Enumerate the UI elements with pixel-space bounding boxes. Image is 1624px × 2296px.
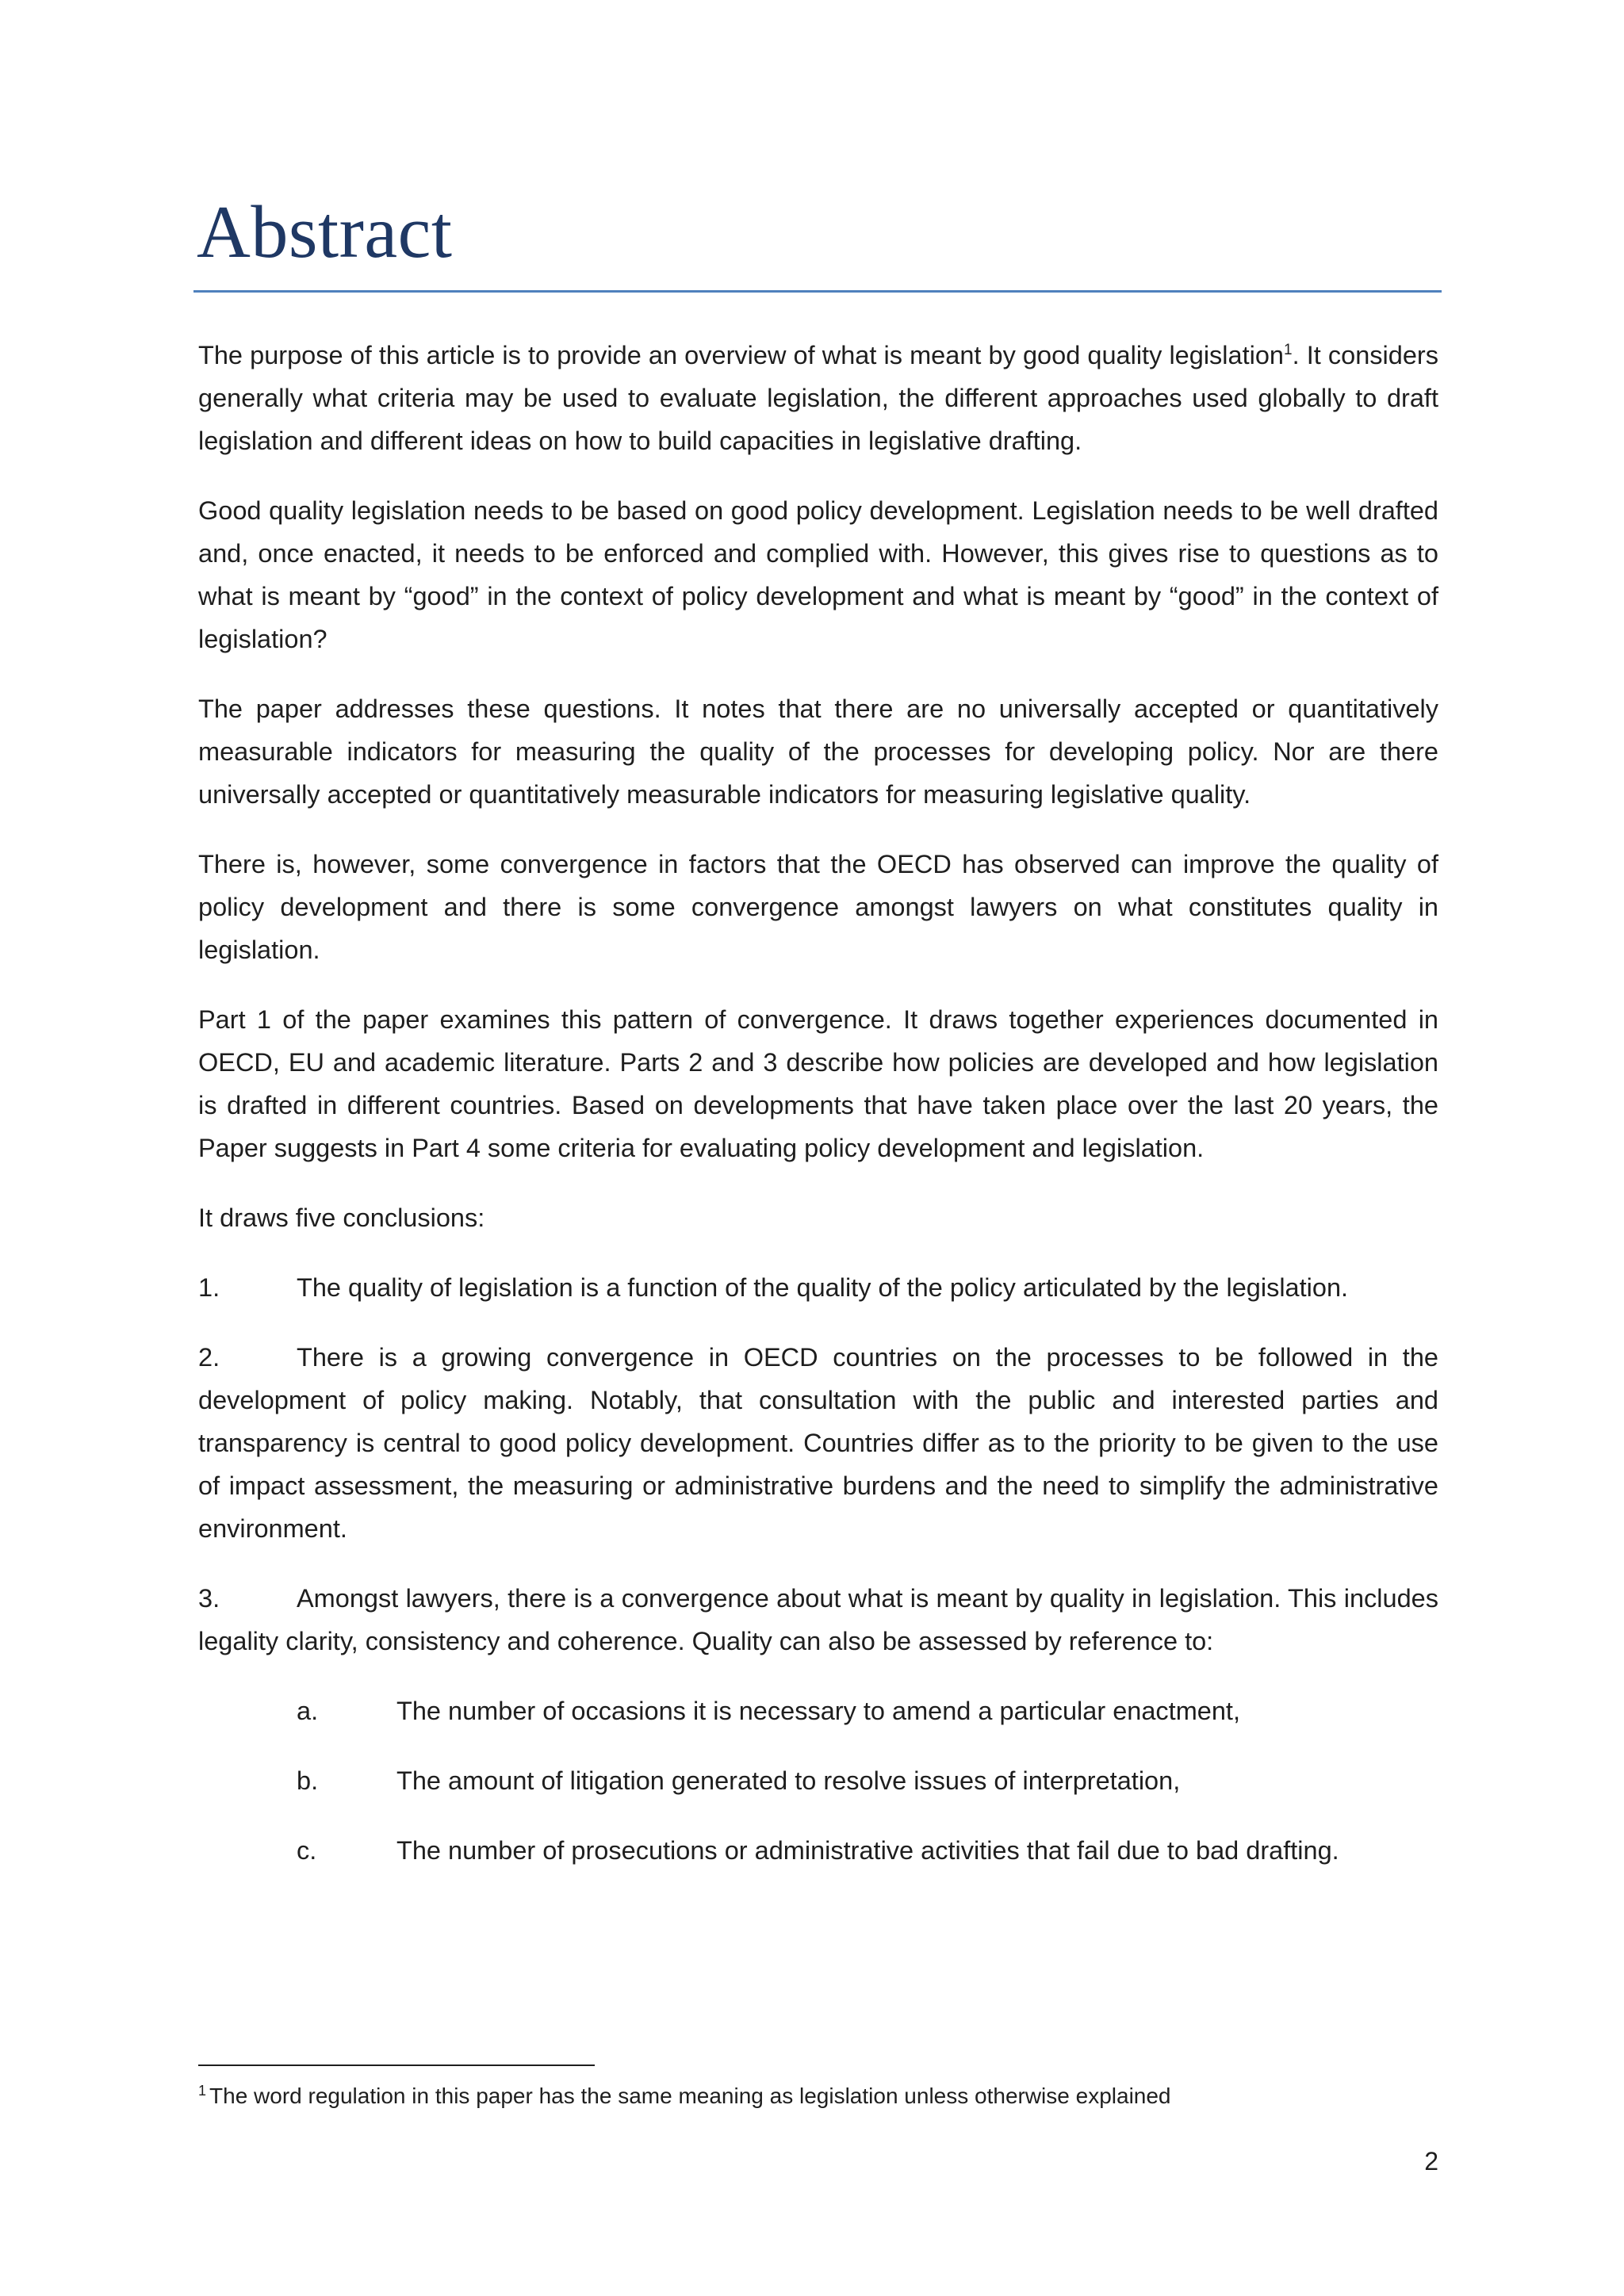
sub-item-letter: a. xyxy=(297,1697,319,1725)
sub-item-letter: c. xyxy=(297,1836,317,1865)
page-number: 2 xyxy=(1424,2147,1438,2175)
sub-item xyxy=(198,1759,1438,1802)
sub-item-text: The amount of litigation generated to resolve issues of interpretation, xyxy=(396,1766,1181,1795)
conclusion-item xyxy=(198,1577,1438,1663)
paragraph-purpose xyxy=(198,334,1438,462)
sub-item xyxy=(198,1689,1438,1732)
conclusion-item xyxy=(198,1336,1438,1550)
page-title: Abstract xyxy=(197,191,453,274)
abstract-body xyxy=(198,334,1438,1899)
footnote xyxy=(198,2080,1171,2112)
paragraph-parts: Part 1 of the paper examines this pattern of convergence. It draws together experiences documented in OECD, EU and academic literature. Parts 2 and 3 describe how policies are developed and how legislation is drafted in different countries. Based on developments that have taken place over the last 20 years, the Paper suggests in Part 4 some criteria for evaluating policy development and legislation. xyxy=(198,1005,1438,1162)
footnote-separator xyxy=(198,2064,595,2066)
conclusion-number: 2. xyxy=(198,1343,220,1372)
footnote-reference[interactable]: 1 xyxy=(1284,342,1293,359)
paragraph-purpose-text: The purpose of this article is to provide an overview of what is meant by good quality legislation xyxy=(198,341,1284,369)
conclusion-text: There is a growing convergence in OECD countries on the processes to be followed in the development of policy making. Notably, that consultation with the public and interested parties and transparency is central to good policy development. Countries differ as to the priority to be given to the use of impact assessment, the measuring or administrative burdens and the need to simplify the administrative environment. xyxy=(198,1343,1438,1543)
conclusion-text: The quality of legislation is a function of the quality of the policy articulated by the legislation. xyxy=(297,1273,1349,1302)
paragraph-conclusions-intro: It draws five conclusions: xyxy=(198,1203,485,1232)
conclusion-item xyxy=(198,1266,1438,1309)
sub-item-text: The number of prosecutions or administrative activities that fail due to bad drafting. xyxy=(396,1836,1339,1865)
footnote-marker: 1 xyxy=(198,2082,207,2099)
conclusion-number: 1. xyxy=(198,1273,220,1302)
paragraph-purpose-continued: . It considers generally what criteria may be used to evaluate legislation, the different approaches used globally to draft legislation and different ideas on how to build capacities in legislative drafting. xyxy=(198,341,1438,455)
paragraph-good-quality: Good quality legislation needs to be based on good policy development. Legislation needs to be well drafted and, once enacted, it needs to be enforced and complied with. However, this gives rise to questions as to what is meant by “good” in the context of policy development and what is meant by “good” in the context of legislation? xyxy=(198,496,1438,653)
footnote-text: The word regulation in this paper has the same meaning as legislation unless otherwise explained xyxy=(209,2084,1171,2108)
title-underline xyxy=(193,290,1442,293)
conclusion-text: Amongst lawyers, there is a convergence about what is meant by quality in legislation. This includes legality clarity, consistency and coherence. Quality can also be assessed by reference to: xyxy=(198,1584,1438,1655)
sub-item xyxy=(198,1829,1438,1872)
sub-item-letter: b. xyxy=(297,1766,319,1795)
conclusion-number: 3. xyxy=(198,1584,220,1613)
sub-item-text: The number of occasions it is necessary to amend a particular enactment, xyxy=(396,1697,1240,1725)
paragraph-convergence: There is, however, some convergence in factors that the OECD has observed can improve the quality of policy development and there is some convergence amongst lawyers on what constitutes quality in legislation. xyxy=(198,850,1438,964)
paragraph-questions: The paper addresses these questions. It notes that there are no universally accepted or quantitatively measurable indicators for measuring the quality of the processes for developing policy. Nor are there universally accepted or quantitatively measurable indicators for measuring legislative quality. xyxy=(198,695,1438,809)
